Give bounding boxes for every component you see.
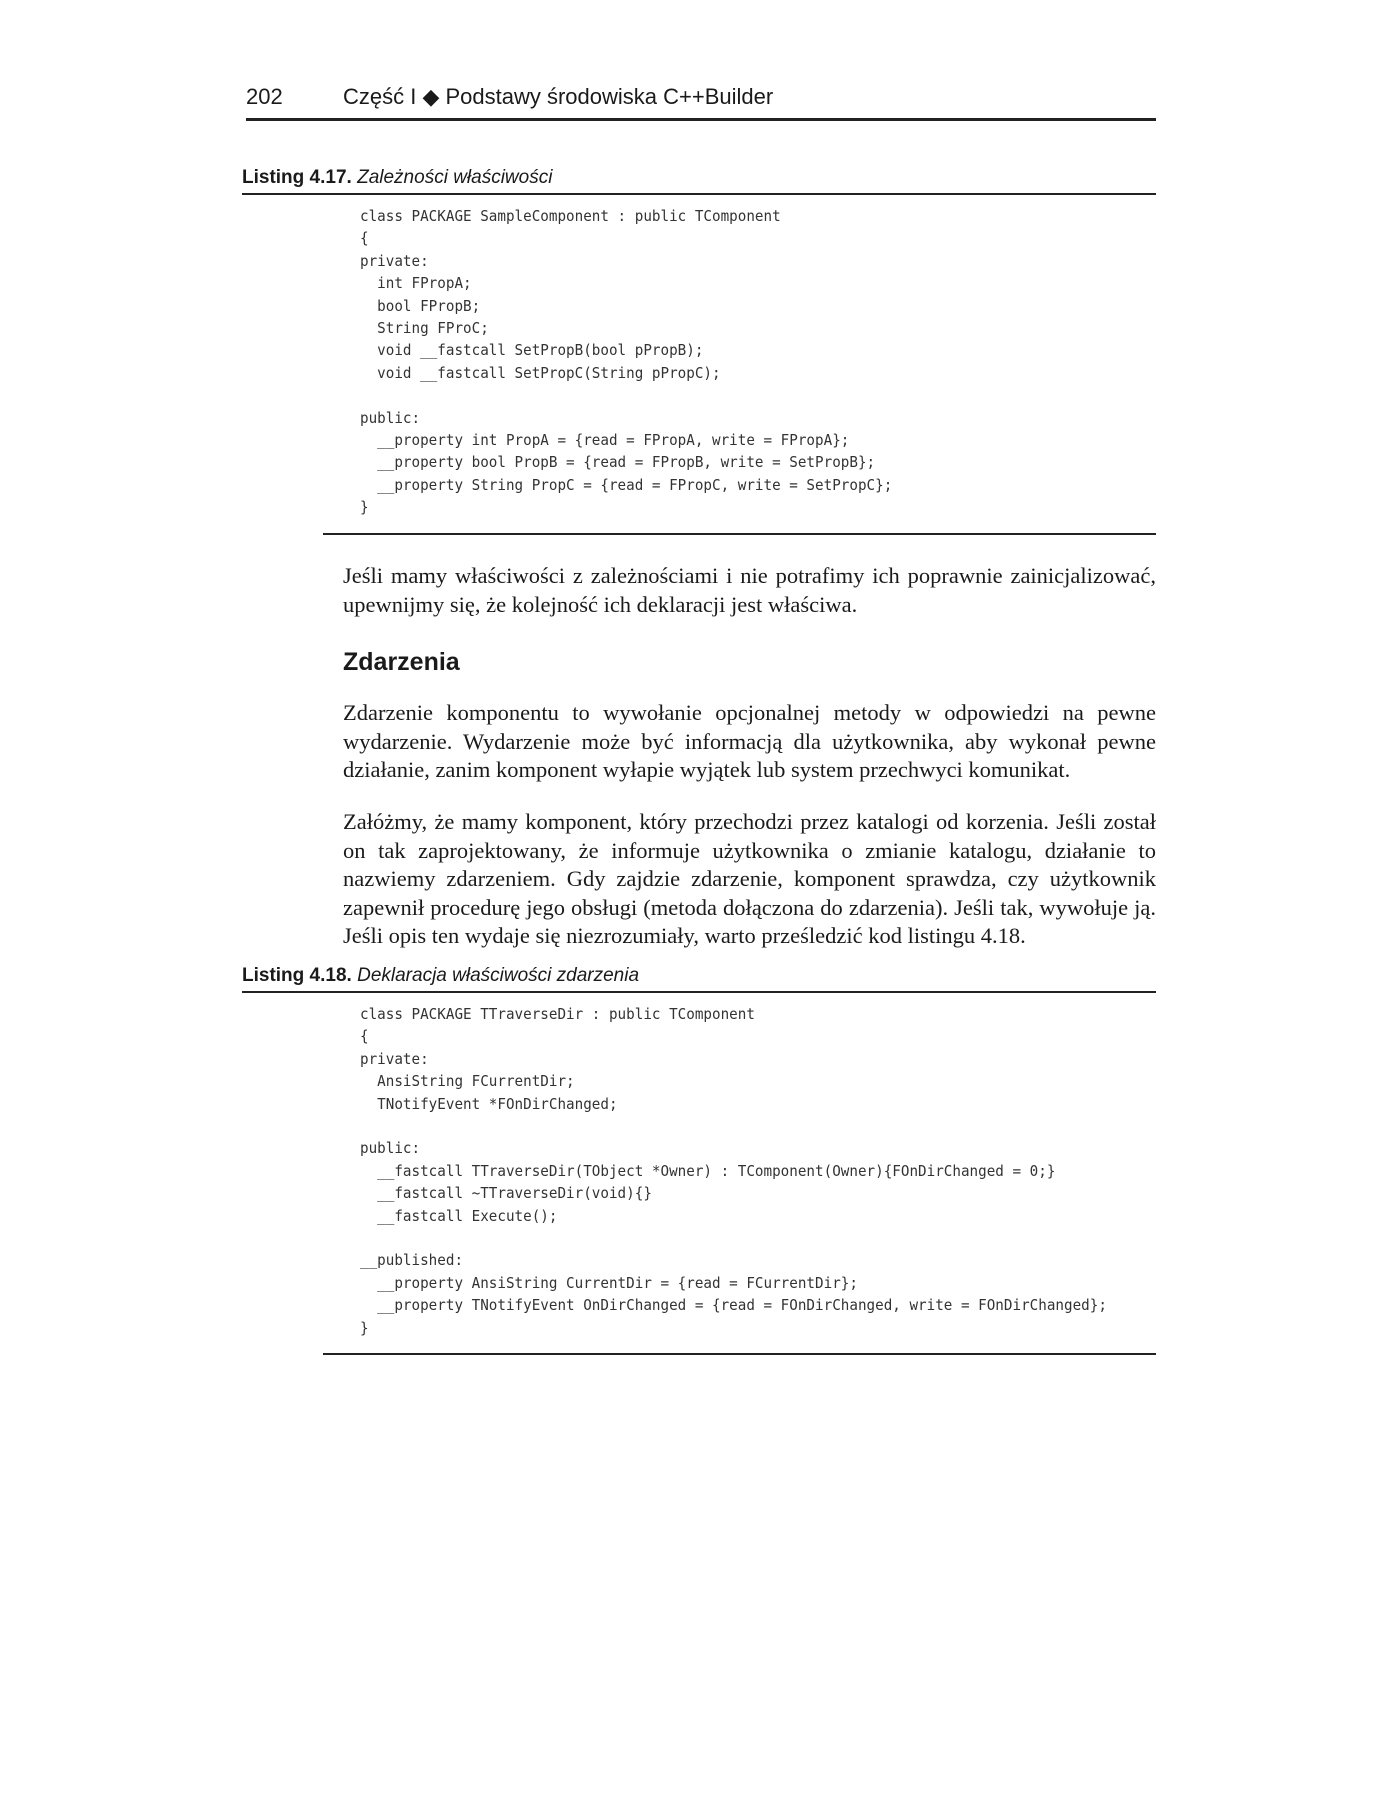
- listing-4-18-caption: [242, 963, 1156, 993]
- body-paragraph-1: Jeśli mamy właściwości z zależnościami i nie potrafimy ich poprawnie zainicjalizować, upewnijmy się, że kolejność ich deklaracji jest właściwa.: [343, 563, 1156, 617]
- listing-number: Listing 4.17.: [242, 167, 352, 188]
- listing-number: Listing 4.18.: [242, 965, 352, 986]
- part-title: Część I ◆ Podstawy środowiska C++Builder: [343, 84, 774, 109]
- listing-4-17-code: class PACKAGE SampleComponent : public TComponent { private: int FPropA; bool FPropB; String FProC; void __fastcall SetPropB(bool pPropB); void __fastcall SetPropC(String pPropC); public: __property int PropA = {read = FPropA, write = FPropA}; __property bool PropB = {read = FPropB, write = SetPropB}; __property String PropC = {read = FPropC, write = SetPropC}; }: [360, 207, 893, 517]
- running-head: [246, 84, 1156, 121]
- body-paragraph-2: Zdarzenie komponentu to wywołanie opcjonalnej metody w odpowiedzi na pewne wydarzenie. Wydarzenie może być informacją dla użytkownika, aby wykonał pewne działanie, zanim komponent wyłapie wyjątek lub system przechwyci komunikat.: [343, 700, 1156, 782]
- listing-title: Deklaracja właściwości zdarzenia: [357, 965, 640, 986]
- page-number: 202: [246, 84, 283, 109]
- listing-4-17-caption: [242, 165, 1156, 195]
- listing-4-18-code: class PACKAGE TTraverseDir : public TComponent { private: AnsiString FCurrentDir; TNotifyEvent *FOnDirChanged; public: __fastcall TTraverseDir(TObject *Owner) : TComponent(Owner){FOnDirChanged = 0;} __fastcall ~TTraverseDir(void){} __fastcall Execute(); __published: __property AnsiString CurrentDir = {read = FCurrentDir}; __property TNotifyEvent OnDirChanged = {read = FOnDirChanged, write = FOnDirChanged}; }: [360, 1005, 1107, 1337]
- listing-title: Zależności właściwości: [357, 167, 553, 188]
- body-paragraph-3: Załóżmy, że mamy komponent, który przechodzi przez katalogi od korzenia. Jeśli został on tak zaprojektowany, że informuje użytkownika o zmianie katalogu, działanie to nazwiemy zdarzeniem. Gdy zajdzie zdarzenie, komponent sprawdza, czy użytkownik zapewnił procedurę jego obsługi (metoda dołączona do zdarzenia). Jeśli tak, wywołuje ją. Jeśli opis ten wydaje się niezrozumiały, warto prześledzić kod listingu 4.18.: [343, 809, 1156, 948]
- section-heading: Zdarzenia: [343, 648, 460, 676]
- listing-4-17-end-rule: [323, 533, 1156, 535]
- listing-4-18-end-rule: [323, 1353, 1156, 1355]
